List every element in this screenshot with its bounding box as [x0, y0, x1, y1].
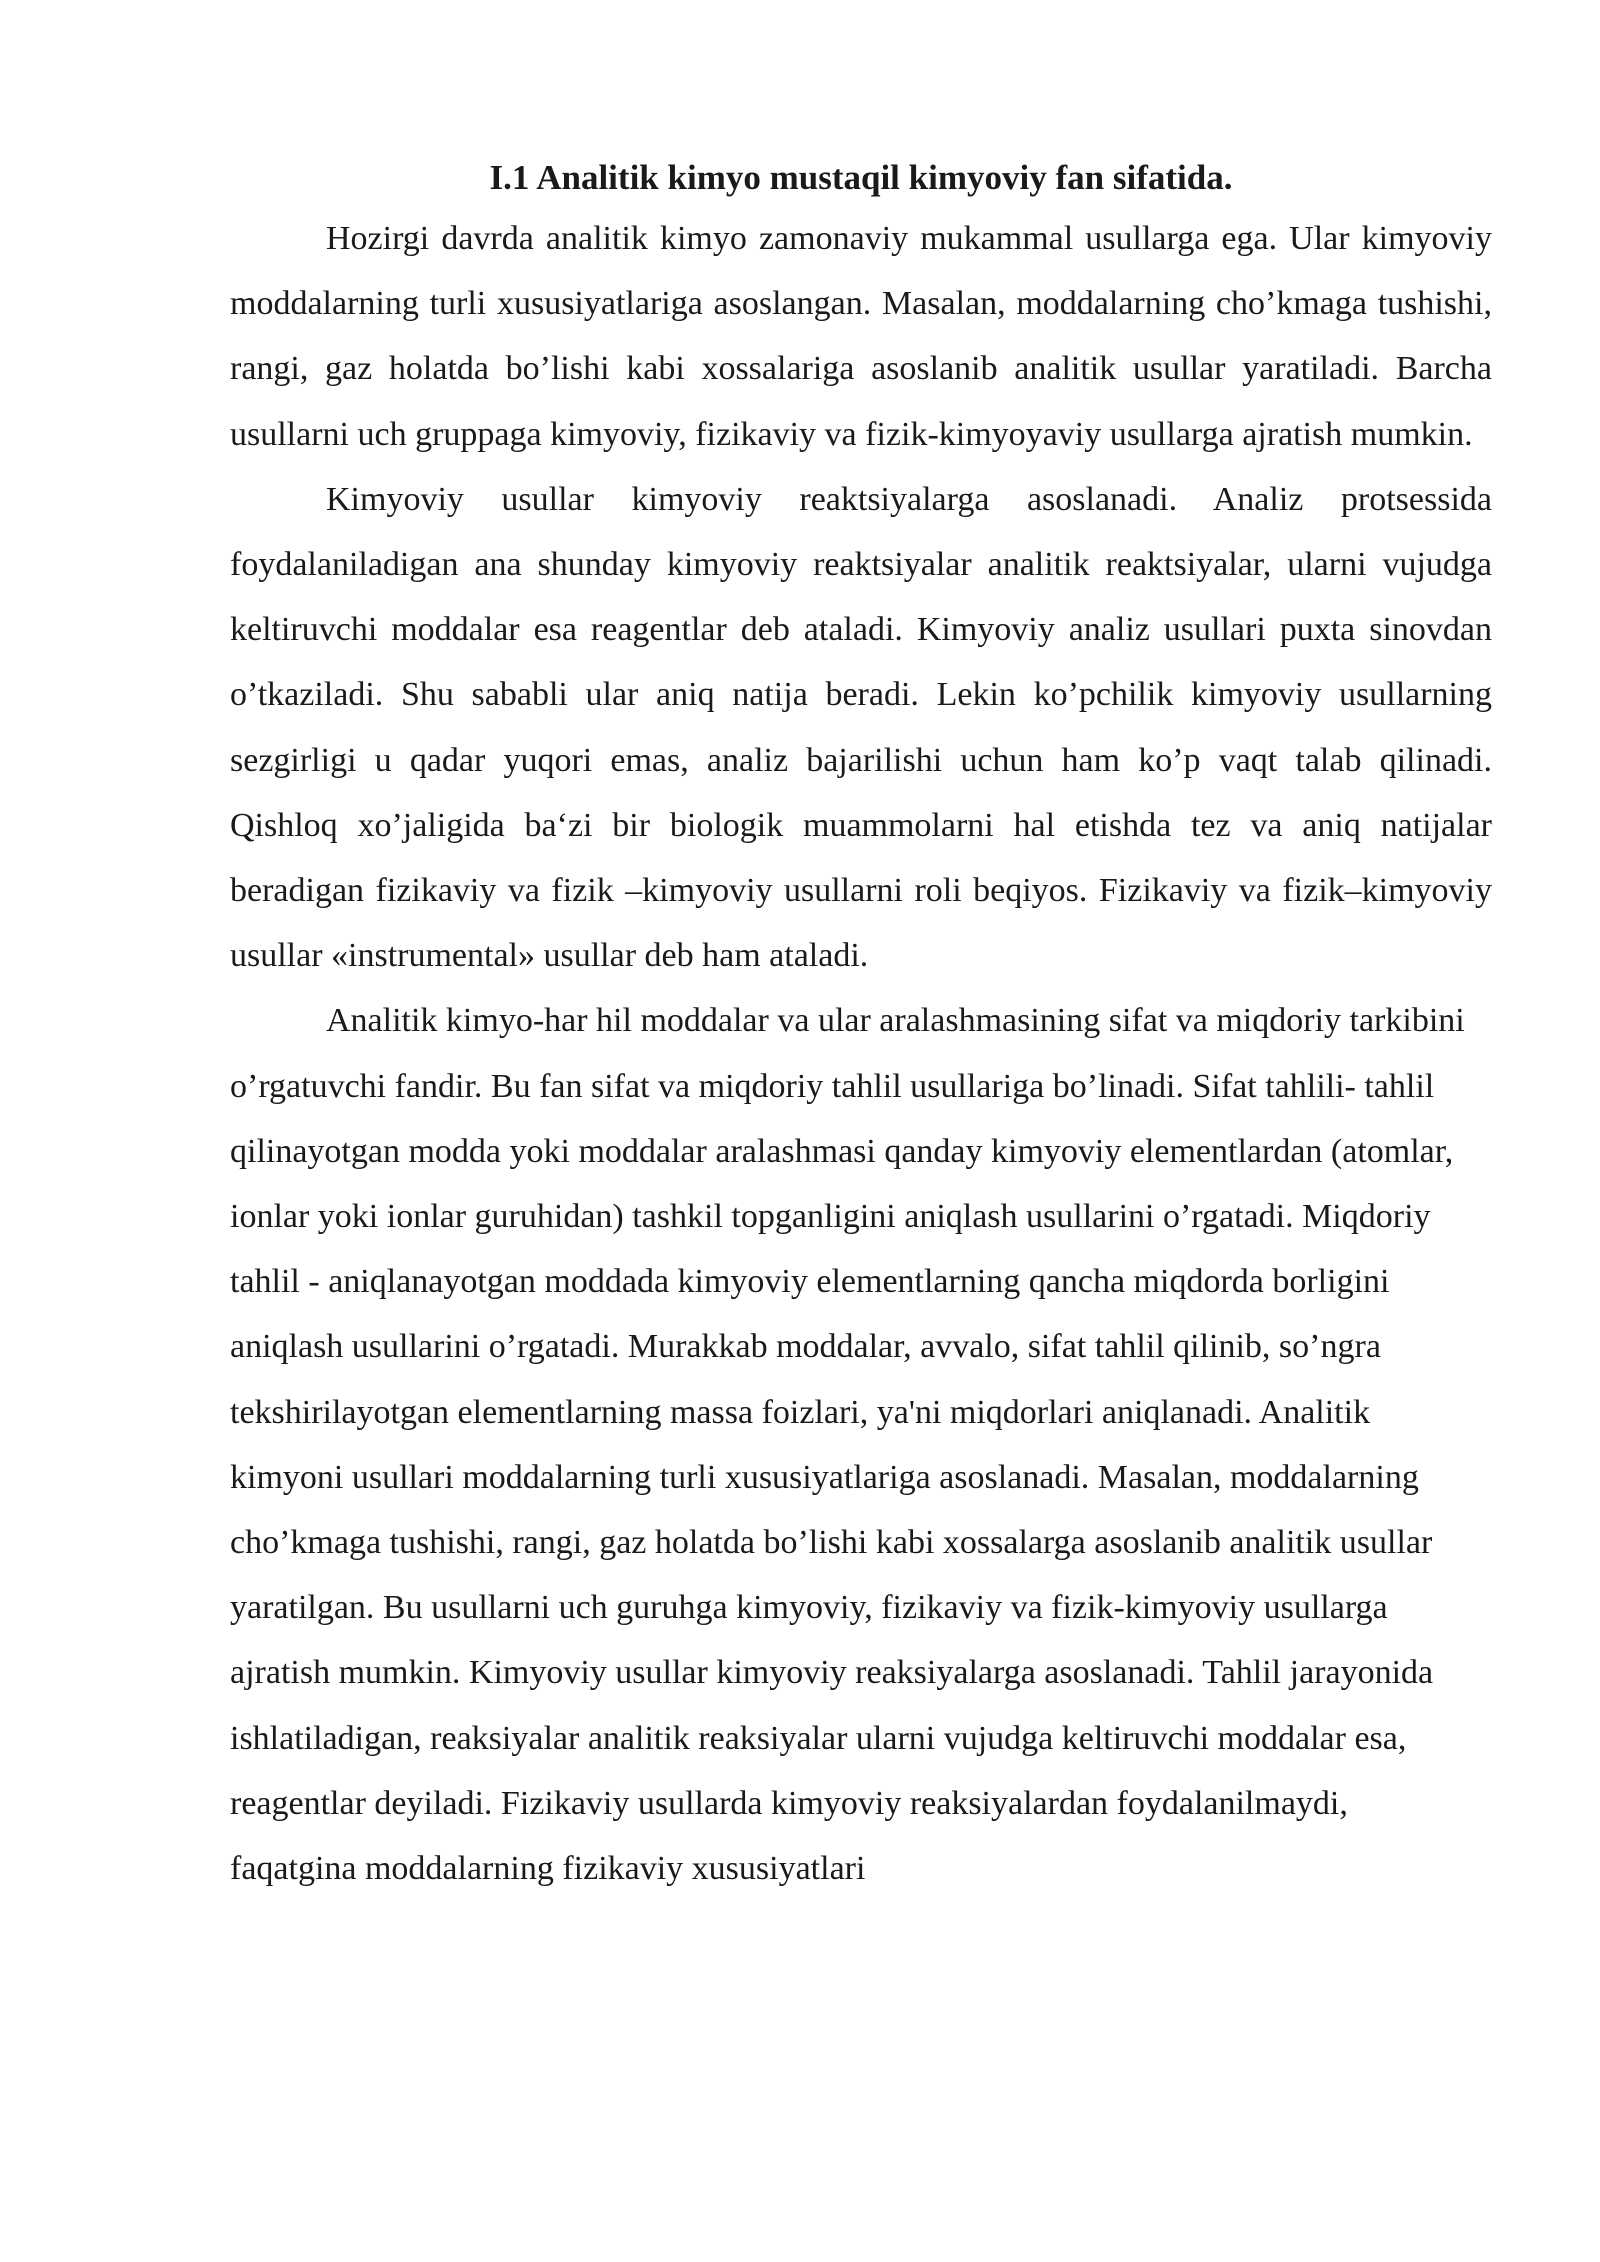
document-body [230, 150, 1492, 1901]
section-heading: I.1 Analitik kimyo mustaqil kimyoviy fan sifatida. [489, 158, 1233, 197]
paragraph-1: Hozirgi davrda analitik kimyo zamonaviy mukammal usullarga ega. Ular kimyoviy moddalarning turli xususiyatlariga asoslangan. Masalan, moddalarning cho’kmaga tushishi, rangi, gaz holatda bo’lishi kabi xossalariga asoslanib analitik usullar yaratiladi. Barcha usullarni uch gruppaga kimyoviy, fizikaviy va fizik-kimyoyaviy usullarga ajratish mumkin. [230, 220, 1492, 453]
paragraph-2: Kimyoviy usullar kimyoviy reaktsiyalarga asoslanadi. Analiz protsessida foydalaniladigan ana shunday kimyoviy reaktsiyalar analitik reaktsiyalar, ularni vujudga keltiruvchi moddalar esa reagentlar deb ataladi. Kimyoviy analiz usullari puxta sinovdan o’tkaziladi. Shu sababli ular aniq natija beradi. Lekin ko’pchilik kimyoviy usullarning sezgirligi u qadar yuqori emas, analiz bajarilishi uchun ham ko’p vaqt talab qilinadi. Qishloq xo’jaligida ba‘zi bir biologik muammolarni hal etishda tez va aniq natijalar beradigan fizikaviy va fizik –kimyoviy usullarni roli beqiyos. Fizikaviy va fizik–kimyoviy usullar «instrumental» usullar deb ham ataladi. [230, 480, 1492, 975]
paragraph-3: Analitik kimyo-har hil moddalar va ular aralashmasining sifat va miqdoriy tarkibini o’rgatuvchi fandir. Bu fan sifat va miqdoriy tahlil usullariga bo’linadi. Sifat tahlili- tahlil qilinayotgan modda yoki moddalar aralashmasi qanday kimyoviy elementlardan (atomlar, ionlar yoki ionlar guruhidan) tashkil topganligini aniqlash usullarini o’rgatadi. Miqdoriy tahlil - aniqlanayotgan moddada kimyoviy elementlarning qancha miqdorda borligini aniqlash usullarini o’rgatadi. Murakkab moddalar, avvalo, sifat tahlil qilinib, so’ngra tekshirilayotgan elementlarning massa foizlari, ya'ni miqdorlari aniqlanadi. Analitik kimyoni usullari moddalarning turli xususiyatlariga asoslanadi. Masalan, moddalarning cho’kmaga tushishi, rangi, gaz holatda bo’lishi kabi xossalarga asoslanib analitik usullar yaratilgan. Bu usullarni uch guruhga kimyoviy, fizikaviy va fizik-kimyoviy usullarga ajratish mumkin. Kimyoviy usullar kimyoviy reaksiyalarga asoslanadi. Tahlil jarayonida ishlatiladigan, reaksiyalar analitik reaksiyalar ularni vujudga keltiruvchi moddalar esa, reagentlar deyiladi. Fizikaviy usullarda kimyoviy reaksiyalardan foydalanilmaydi, faqatgina moddalarning fizikaviy xususiyatlari [230, 1002, 1465, 1888]
